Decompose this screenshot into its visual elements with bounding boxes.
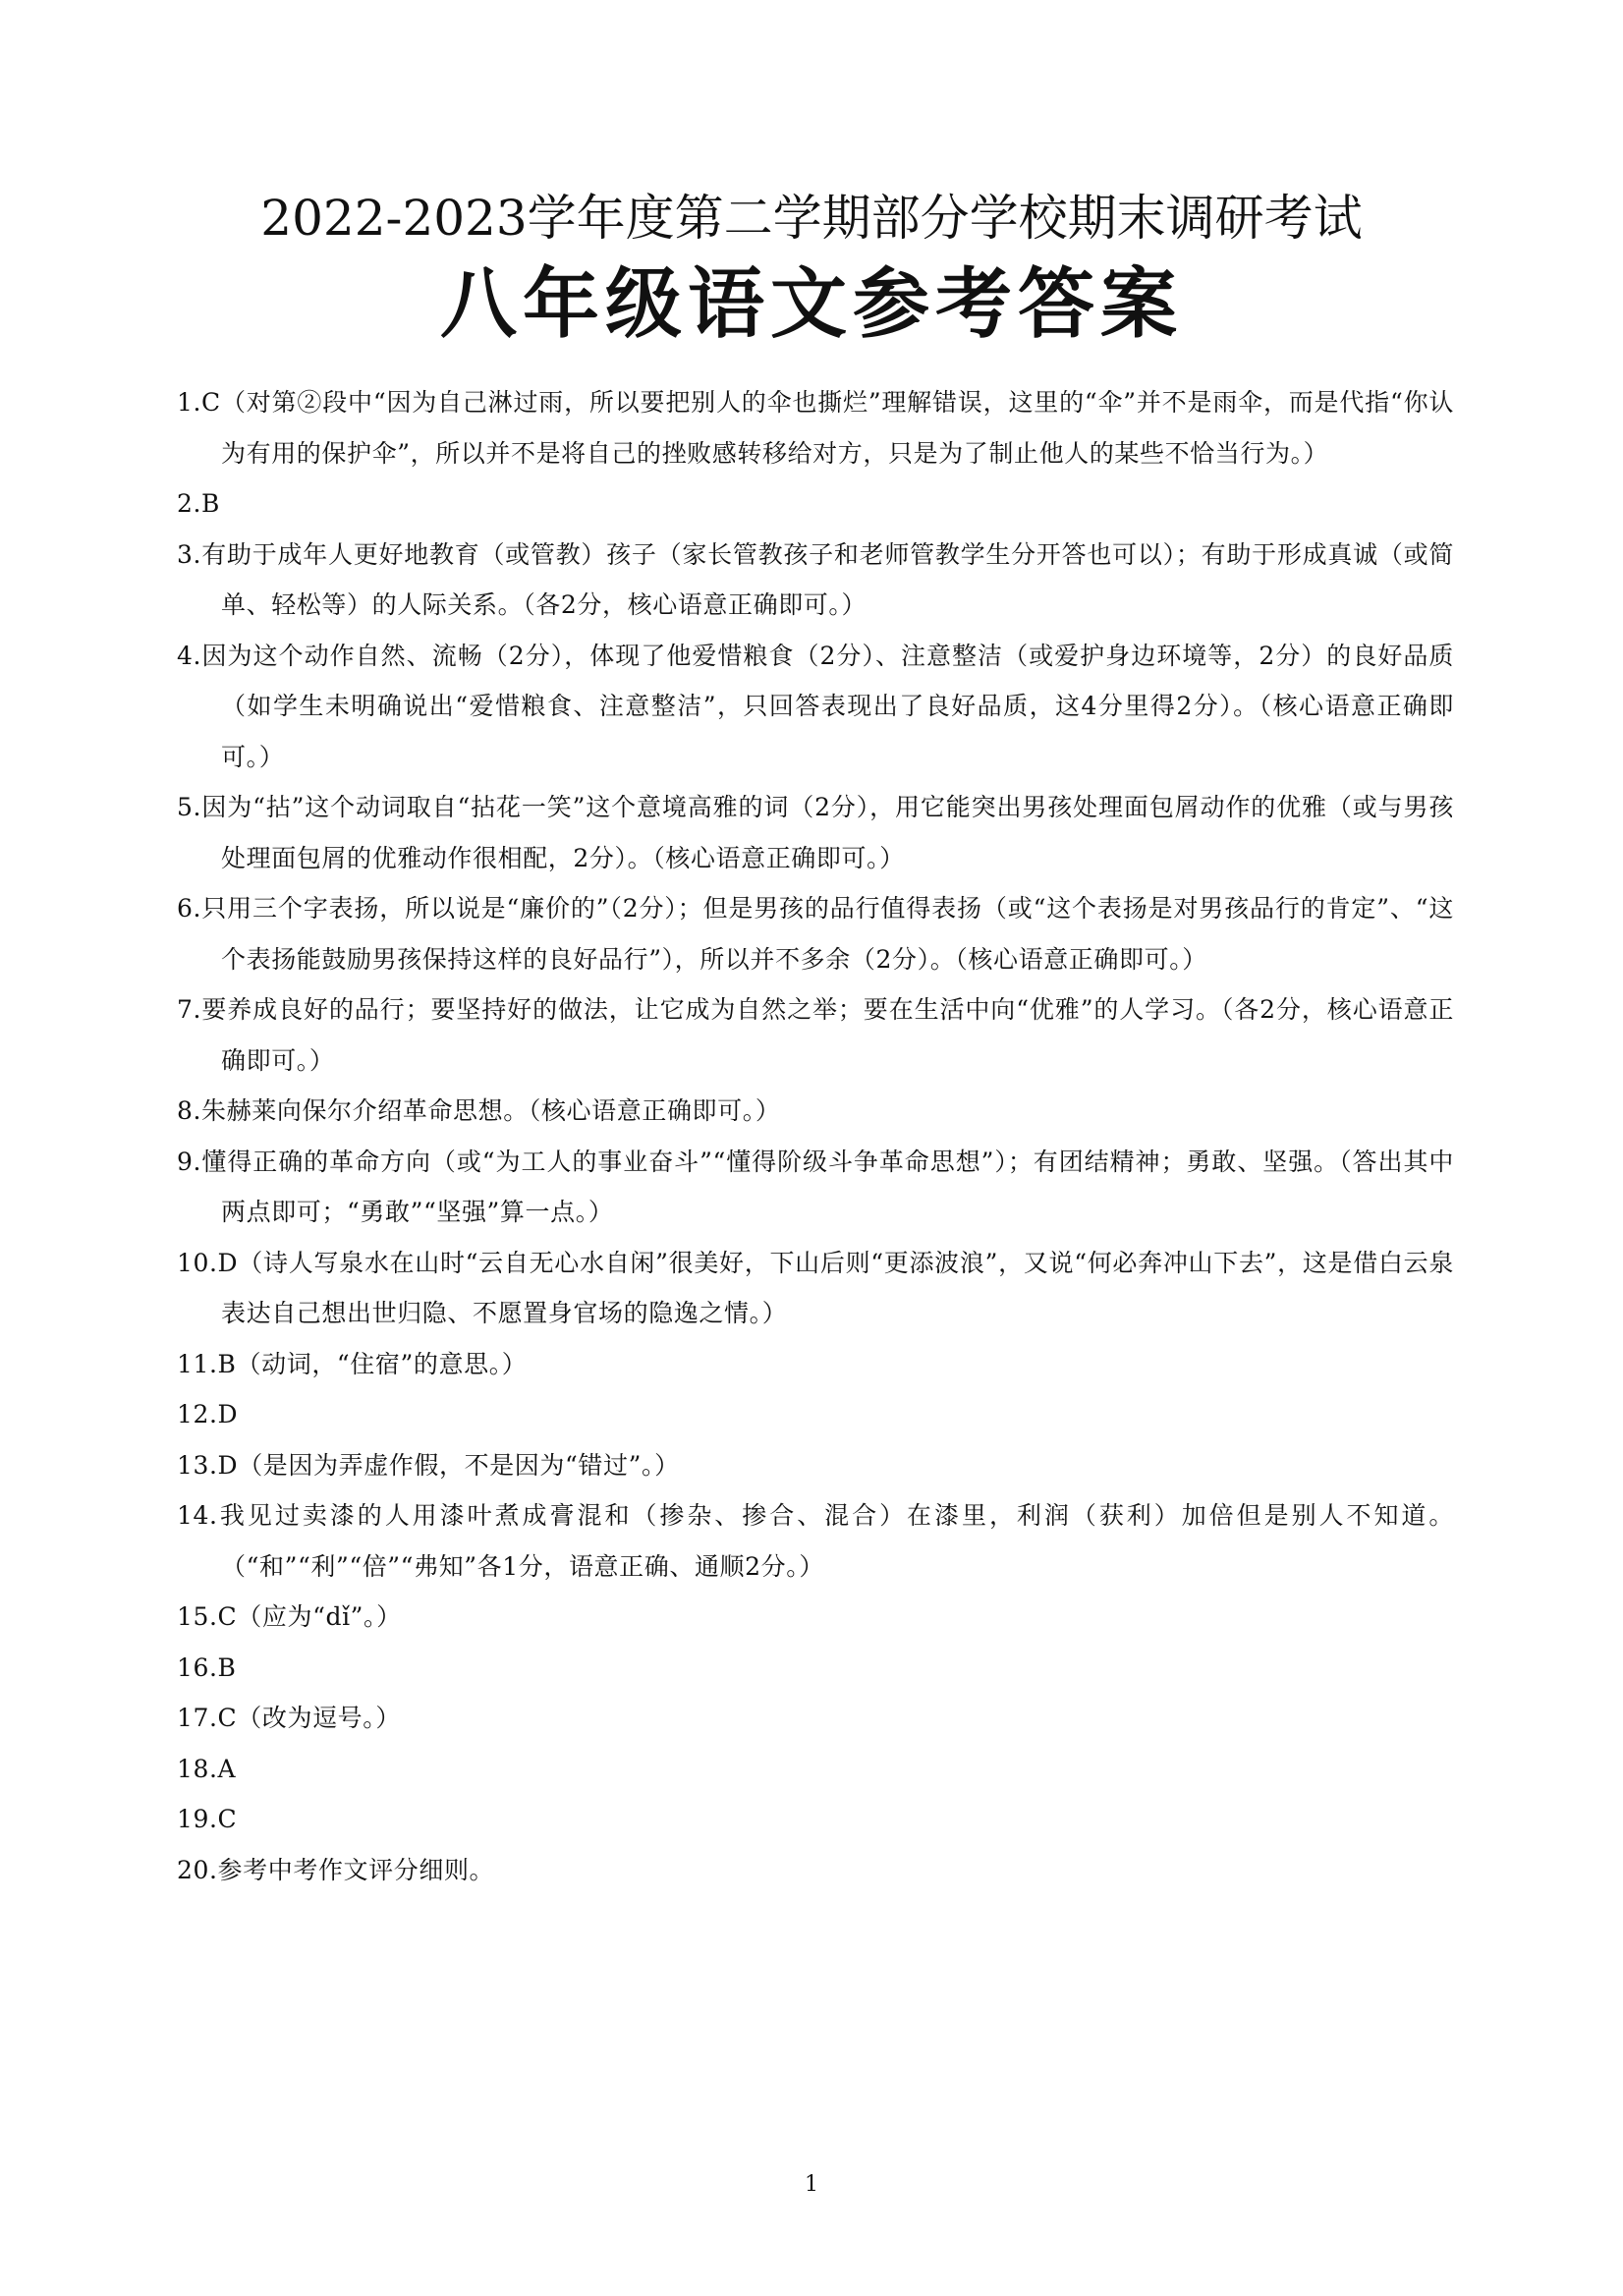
answer-item-18: 18.A [177,1754,237,1783]
answer-item-13: 13.D（是因为弄虚作假，不是因为“错过”。） [177,1450,680,1480]
answer-item-9: 9.懂得正确的革命方向（或“为工人的事业奋斗”“懂得阶级斗争革命思想”）；有团结精神；勇敢、坚强。（答出其中两点即可；“勇敢”“坚强”算一点。） [177,1147,1454,1226]
answer-item-6: 6.只用三个字表扬，所以说是“廉价的”（2分）；但是男孩的品行值得表扬（或“这个表扬是对男孩品行的肯定”、“这个表扬能鼓励男孩保持这样的良好品行”），所以并不多余（2分）。（核心语意正确即可。） [177,894,1454,974]
answer-item-10: 10.D（诗人写泉水在山时“云自无心水自闲”很美好，下山后则“更添波浪”，又说“何必奔冲山下去”，这是借白云泉表达自己想出世归隐、不愿置身官场的隐逸之情。） [177,1248,1454,1327]
answer-item-11: 11.B（动词，“住宿”的意思。） [177,1349,528,1378]
answer-list [177,377,1454,1895]
answer-item-4: 4.因为这个动作自然、流畅（2分），体现了他爱惜粮食（2分）、注意整洁（或爱护身边环境等，2分）的良好品质（如学生未明确说出“爱惜粮食、注意整洁”，只回答表现出了良好品质，这4分里得2分）。（核心语意正确即可。） [177,641,1454,771]
answer-item-14: 14.我见过卖漆的人用漆叶煮成膏混和（掺杂、掺合、混合）在漆里，利润（获利）加倍但是别人不知道。（“和”“利”“倍”“弗知”各1分，语意正确、通顺2分。） [177,1501,1454,1581]
page-number: 1 [805,2172,818,2197]
answer-item-2: 2.B [177,489,221,518]
answer-item-3: 3.有助于成年人更好地教育（或管教）孩子（家长管教孩子和老师管教学生分开答也可以）；有助于形成真诚（或简单、轻松等）的人际关系。（各2分，核心语意正确即可。） [177,539,1454,619]
answer-item-5: 5.因为“拈”这个动词取自“拈花一笑”这个意境高雅的词（2分），用它能突出男孩处理面包屑动作的优雅（或与男孩处理面包屑的优雅动作很相配，2分）。（核心语意正确即可。） [177,793,1454,872]
answer-item-7: 7.要养成良好的品行；要坚持好的做法，让它成为自然之举；要在生活中向“优雅”的人学习。（各2分，核心语意正确即可。） [177,995,1454,1075]
document-title: 八年级语文参考答案 [439,260,1183,349]
answer-item-20: 20.参考中考作文评分细则。 [177,1855,495,1884]
answer-item-8: 8.朱赫莱向保尔介绍革命思想。（核心语意正确即可。） [177,1096,781,1125]
answer-item-16: 16.B [177,1652,237,1682]
answer-item-17: 17.C（改为逗号。） [177,1704,401,1732]
exam-title: 2022-2023学年度第二学期部分学校期末调研考试 [260,190,1363,247]
answer-item-1: 1.C（对第②段中“因为自己淋过雨，所以要把别人的伞也撕烂”理解错误，这里的“伞”并不是雨伞，而是代指“你认为有用的保护伞”，所以并不是将自己的挫败感转移给对方，只是为了制止他人的某些不恰当行为。） [177,388,1454,468]
answer-item-12: 12.D [177,1400,239,1428]
answer-item-19: 19.C [177,1805,238,1833]
answer-item-15: 15.C（应为“dǐ”。） [177,1602,402,1631]
